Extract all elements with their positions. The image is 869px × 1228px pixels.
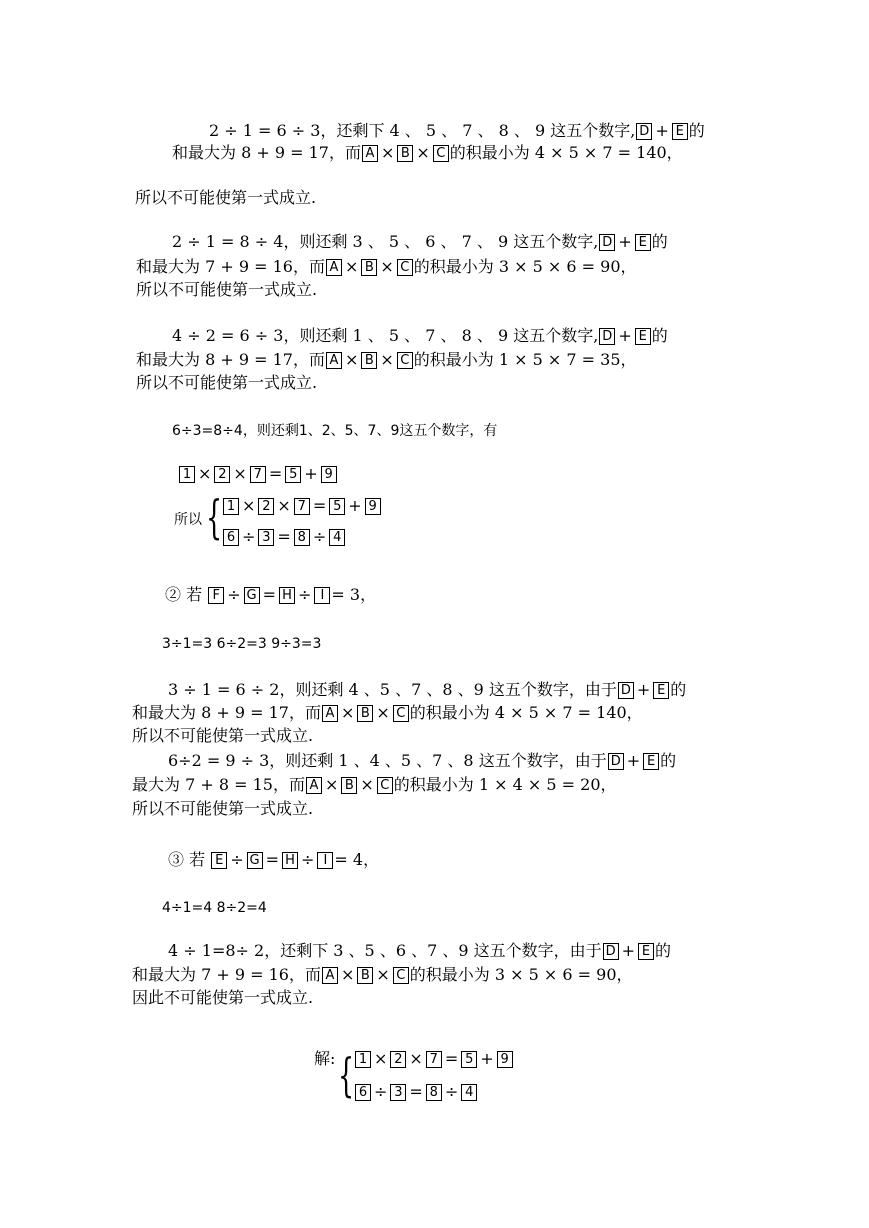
op-eq: =	[409, 1082, 423, 1101]
box-E: E	[638, 943, 654, 960]
s5-condition	[165, 585, 376, 605]
op-eq: =	[268, 464, 283, 483]
box-5: 5	[285, 466, 301, 483]
box-D: D	[608, 753, 624, 770]
s2-line2	[136, 257, 637, 277]
box-G: G	[247, 852, 263, 869]
op-div: ÷	[312, 527, 327, 546]
text: 的积最小为 4 × 5 × 7 = 140，	[449, 143, 683, 162]
s4-system-eq1	[222, 496, 382, 516]
op-div: ÷	[242, 527, 256, 546]
text: 4 ÷ 2 = 6 ÷ 3，则还剩 1 、 5 、 7 、 8 、 9 这五个数字,	[172, 326, 599, 345]
text: 的积最小为 3 × 5 × 6 = 90，	[413, 257, 637, 276]
box-G: G	[244, 587, 260, 604]
text: 的积最小为 1 × 4 × 5 = 20，	[393, 775, 617, 794]
box-E: E	[653, 682, 669, 699]
box-1: 1	[223, 498, 239, 515]
op-times: ×	[340, 703, 355, 722]
op-times: ×	[409, 1049, 423, 1068]
box-9: 9	[497, 1051, 513, 1068]
text: 的积最小为 3 × 5 × 6 = 90，	[409, 965, 633, 984]
box-A: A	[322, 967, 338, 984]
op-times: ×	[324, 775, 339, 794]
text: 和最大为 8 + 9 = 17，而	[132, 703, 321, 722]
box-B: B	[357, 705, 373, 722]
box-4: 4	[329, 529, 345, 546]
s1-line3: 所以不可能使第一式成立.	[135, 188, 317, 207]
box-I: I	[317, 852, 333, 869]
op-div: ÷	[298, 585, 312, 604]
box-A: A	[326, 259, 342, 276]
text: 2 ÷ 1 = 6 ÷ 3，还剩下 4 、 5 、 7 、 8 、 9 这五个数字,	[209, 121, 636, 140]
box-C: C	[393, 967, 409, 984]
s4-line1: 6÷3=8÷4，则还剩1、2、5、7、9这五个数字，有	[172, 423, 498, 439]
s6-quotients: 4÷1=4 8÷2=4	[162, 900, 267, 916]
box-D: D	[603, 943, 619, 960]
op-plus: +	[626, 751, 641, 770]
box-B: B	[361, 259, 377, 276]
box-C: C	[433, 145, 449, 162]
op-times: ×	[376, 703, 390, 722]
op-plus: +	[304, 464, 318, 483]
text: 的	[660, 751, 677, 770]
op-div: ÷	[227, 585, 241, 604]
box-E: E	[211, 852, 227, 869]
box-B: B	[361, 352, 377, 369]
s1-line2	[172, 143, 683, 163]
box-8: 8	[294, 529, 310, 546]
text: 的积最小为 1 × 5 × 7 = 35，	[413, 350, 637, 369]
text: 的	[651, 232, 668, 251]
box-H: H	[282, 852, 298, 869]
box-1: 1	[355, 1051, 371, 1068]
op-plus: +	[480, 1049, 494, 1068]
solution-eq2	[354, 1082, 478, 1102]
box-2: 2	[214, 466, 230, 483]
box-E: E	[672, 123, 688, 140]
box-B: B	[397, 145, 413, 162]
box-6: 6	[223, 529, 239, 546]
op-div: ÷	[444, 1082, 459, 1101]
box-6: 6	[355, 1084, 371, 1101]
box-9: 9	[321, 466, 337, 483]
op-times: ×	[242, 496, 256, 515]
op-eq: =	[312, 496, 327, 515]
op-times: ×	[416, 143, 430, 162]
box-9: 9	[365, 498, 381, 515]
s4-equation	[178, 464, 338, 484]
s5-quotients: 3÷1=3 6÷2=3 9÷3=3	[162, 636, 322, 652]
s2-line1	[172, 232, 668, 252]
s2-line3: 所以不可能使第一式成立.	[136, 280, 318, 299]
op-times: ×	[344, 257, 359, 276]
op-times: ×	[380, 143, 395, 162]
box-4: 4	[461, 1084, 477, 1101]
box-3: 3	[258, 529, 274, 546]
s5-b-line1	[168, 751, 676, 771]
s5-b-line3: 所以不可能使第一式成立.	[132, 799, 314, 818]
op-times: ×	[380, 350, 394, 369]
brace: {	[338, 1048, 355, 1102]
box-E: E	[635, 328, 651, 345]
box-A: A	[326, 352, 342, 369]
op-div: ÷	[230, 850, 244, 869]
text: 和最大为 8 + 9 = 17，而	[172, 143, 361, 162]
op-eq: =	[444, 1049, 459, 1068]
s6-c-line2	[132, 965, 633, 985]
box-5: 5	[461, 1051, 477, 1068]
s3-line1	[172, 326, 668, 346]
text: 和最大为 7 + 9 = 16，而	[136, 257, 325, 276]
s3-line2	[136, 350, 637, 370]
text: 6÷2 = 9 ÷ 3，则还剩 1 、4 、5 、7 、8 这五个数字，由于	[168, 751, 607, 770]
op-plus: +	[621, 941, 636, 960]
box-7: 7	[294, 498, 310, 515]
box-D: D	[618, 682, 634, 699]
op-plus: +	[618, 326, 632, 345]
box-E: E	[635, 234, 651, 251]
box-7: 7	[250, 466, 266, 483]
text: 和最大为 7 + 9 = 16，而	[132, 965, 321, 984]
box-A: A	[322, 705, 338, 722]
text: 2 ÷ 1 = 8 ÷ 4，则还剩 3 、 5 、 6 、 7 、 9 这五个数字,	[172, 232, 599, 251]
box-A: A	[362, 145, 378, 162]
box-2: 2	[390, 1051, 406, 1068]
s5-a-line1	[168, 680, 686, 700]
text: 和最大为 8 + 9 = 17，而	[136, 350, 325, 369]
text: ③ 若	[168, 850, 206, 869]
box-D: D	[636, 123, 652, 140]
brace: {	[206, 490, 223, 544]
op-times: ×	[380, 257, 394, 276]
box-H: H	[279, 587, 295, 604]
box-A: A	[306, 777, 322, 794]
op-plus: +	[636, 680, 651, 699]
op-times: ×	[376, 965, 390, 984]
op-eq: =	[277, 527, 291, 546]
text: ② 若	[165, 585, 203, 604]
solution-label: 解:	[314, 1049, 336, 1068]
s6-condition	[168, 850, 379, 870]
text: 的	[651, 326, 668, 345]
box-C: C	[377, 777, 393, 794]
box-1: 1	[179, 466, 195, 483]
op-times: ×	[277, 496, 291, 515]
op-plus: +	[348, 496, 362, 515]
op-eq: =	[262, 585, 276, 604]
op-times: ×	[360, 775, 374, 794]
box-I: I	[314, 587, 330, 604]
s1-line1	[209, 121, 705, 141]
box-B: B	[357, 967, 373, 984]
text: 的	[655, 941, 672, 960]
op-plus: +	[618, 232, 632, 251]
op-times: ×	[340, 965, 355, 984]
box-F: F	[208, 587, 224, 604]
box-D: D	[599, 328, 615, 345]
text: = 4，	[334, 850, 380, 869]
s5-a-line2	[132, 703, 643, 723]
s6-c-line3: 因此不可能使第一式成立.	[132, 988, 314, 1007]
op-plus: +	[655, 121, 669, 140]
box-B: B	[341, 777, 357, 794]
suoyi-label: 所以	[174, 512, 202, 528]
text: = 3，	[331, 585, 377, 604]
box-C: C	[393, 705, 409, 722]
op-times: ×	[233, 464, 247, 483]
text: 3 ÷ 1 = 6 ÷ 2，则还剩 4 、5 、7 、8 、9 这五个数字，由于	[168, 680, 617, 699]
text: 4 ÷ 1=8÷ 2，还剩下 3 、5 、6 、7 、9 这五个数字，由于	[168, 941, 602, 960]
box-C: C	[397, 352, 413, 369]
op-eq: =	[265, 850, 279, 869]
s6-c-line1	[168, 941, 671, 961]
box-8: 8	[426, 1084, 442, 1101]
text: 最大为 7 + 8 = 15，而	[132, 775, 305, 794]
s4-system-eq2	[222, 527, 346, 547]
text: 的积最小为 4 × 5 × 7 = 140，	[409, 703, 643, 722]
op-div: ÷	[301, 850, 315, 869]
s5-a-line3: 所以不可能使第一式成立.	[132, 726, 314, 745]
box-5: 5	[329, 498, 345, 515]
s5-b-line2	[132, 775, 617, 795]
op-times: ×	[344, 350, 359, 369]
box-C: C	[397, 259, 413, 276]
box-D: D	[599, 234, 615, 251]
box-3: 3	[390, 1084, 406, 1101]
solution-eq1	[354, 1049, 514, 1069]
op-times: ×	[198, 464, 212, 483]
text: 的	[688, 121, 705, 140]
op-div: ÷	[374, 1082, 388, 1101]
text: 的	[670, 680, 687, 699]
box-2: 2	[258, 498, 274, 515]
op-times: ×	[374, 1049, 388, 1068]
s3-line3: 所以不可能使第一式成立.	[136, 373, 318, 392]
box-E: E	[643, 753, 659, 770]
box-7: 7	[426, 1051, 442, 1068]
